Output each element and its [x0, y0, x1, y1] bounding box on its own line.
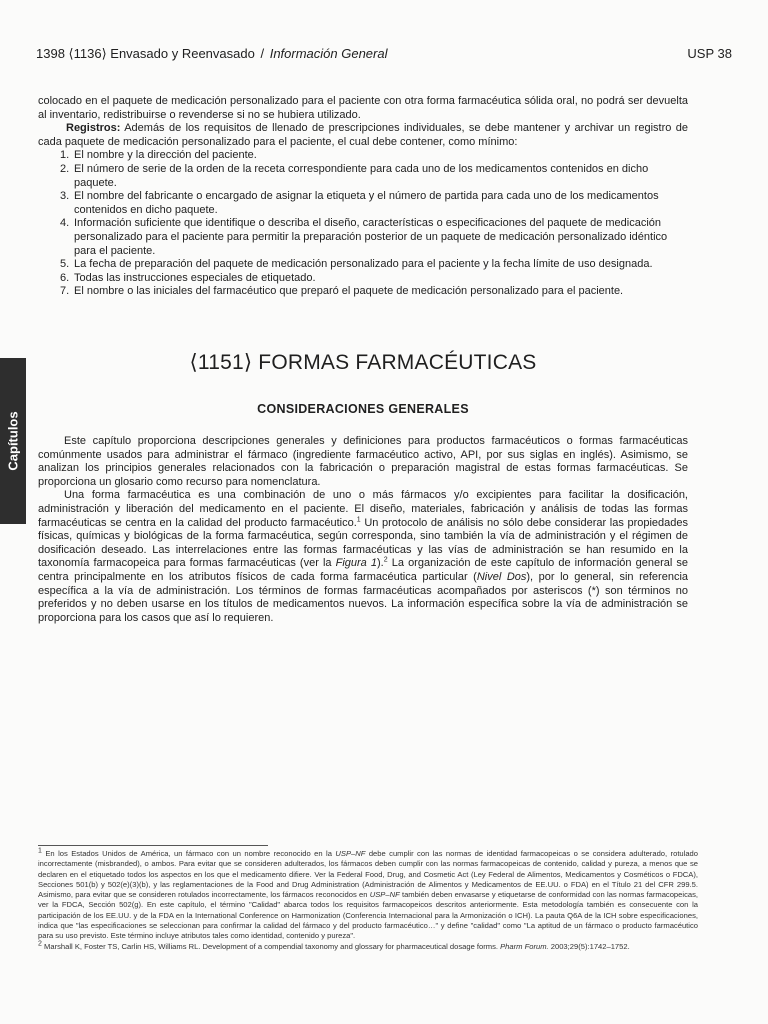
header-section: Información General [269, 46, 388, 61]
footnote-italic: USP–NF [335, 849, 366, 858]
paragraph-text: La organización de este capítulo de información general se centra principalmente en los atributos físicos de cada forma farmacéutica particular ( [38, 557, 689, 583]
list-item-text: El nombre y la dirección del paciente. [74, 149, 257, 162]
footnote-italic: USP–NF [369, 890, 400, 900]
body-paragraph-1: Este capítulo proporciona descripciones generales y definiciones para productos farmacéuticos o formas farmacéuticas comúnmente usados para administrar el fármaco (ingrediente farmacéutico activo, API, por sus siglas en inglés). Asimismo, se analizan los principios generales relacionados con la fabricación o preparación magistral de estas formas farmacéuticas. Se proporciona un glosario como recurso para nomenclatura. [38, 435, 688, 488]
list-item [38, 163, 688, 190]
edition-label: USP 38 [687, 46, 732, 61]
footnote-text: 2003;29(5):1742–1752. [548, 941, 630, 951]
paragraph-text: ). [377, 557, 384, 570]
footnote-2 [38, 942, 698, 952]
list-item-text: La fecha de preparación del paquete de medicación personalizado para el paciente y la fecha límite de uso designada. [74, 258, 653, 271]
side-tab-label: Capítulos [5, 411, 21, 471]
list-item-text: El número de serie de la orden de la receta correspondiente para cada uno de los medicamentos contenidos en dicho paquete. [74, 162, 649, 189]
footnote-text: En los Estados Unidos de América, un fármaco con un nombre reconocido en la [41, 849, 336, 858]
level-reference: Nivel Dos [476, 570, 527, 583]
list-item-text: El nombre del fabricante o encargado de asignar la etiqueta y el número de partida para cada uno de los medicamentos contenidos en dicho paquete. [74, 190, 659, 216]
chapter-title: ⟨1151⟩ FORMAS FARMACÉUTICAS [189, 351, 537, 374]
records-text: Además de los requisitos de llenado de prescripciones individuales, se debe mantener y archivar un registro de cada paquete de medicación personalizado para el paciente, el cual debe contener, como mínimo: [38, 122, 688, 148]
chapter-reference: ⟨1136⟩ [68, 46, 107, 61]
list-item [38, 285, 688, 299]
list-item-number: 6. [60, 271, 70, 284]
list-item [38, 149, 688, 163]
footnote-2-mark: 2 [38, 940, 42, 948]
list-item-number: 3. [60, 190, 70, 203]
list-item-number: 2. [60, 162, 70, 175]
records-label: Registros: [66, 122, 121, 135]
footnote-1-mark: 1 [38, 847, 42, 855]
chapters-side-tab [0, 358, 26, 524]
header-left [36, 46, 387, 62]
intro-section [38, 95, 688, 299]
list-item-number: 1. [60, 149, 70, 162]
running-header [36, 46, 732, 68]
paragraph-text: Un protocolo de análisis no sólo debe considerar las propiedades físicas, químicas y biológicas de la forma farmacéutica, según corresponda, sino también la vía de administración y el régimen de dosificación deseado. Las interrelaciones entre las formas farmacéuticas y las vías de administración se han resumido en la taxonomía farmacopeica para formas farmacéuticas (ver la [38, 516, 688, 570]
footnote-text: Marshall K, Foster TS, Carlin HS, Williams RL. Development of a compendial taxonomy and glossary for pharmaceutical dosage forms. [41, 941, 501, 951]
continuation-paragraph: colocado en el paquete de medicación personalizado para el paciente con otra forma farmacéutica sólida oral, no podrá ser devuelta al inventario, redistribuirse o revenderse si no se hubiera utilizado. [38, 95, 688, 121]
list-item [38, 258, 688, 272]
list-item [38, 217, 688, 258]
list-item-text: El nombre o las iniciales del farmacéutico que preparó el paquete de medicación personalizado para el paciente. [74, 285, 624, 298]
page-number: 1398 [36, 46, 65, 61]
list-item [38, 272, 688, 286]
list-item-number: 4. [60, 217, 70, 230]
list-item [38, 190, 688, 217]
footnote-ref-1[interactable]: 1 [356, 515, 361, 523]
journal-name: Pharm Forum. [500, 941, 549, 951]
paragraph-text: ), por lo general, sin referencia específica a la vía de administración. Los términos de formas farmacéuticas acompañados por asteriscos (*) son términos no preferidos y no deben usarse en los títulos de medicamentos nuevos. La información específica sobre la vía de administración se proporciona para los casos que así lo requieren. [38, 570, 689, 624]
list-item-text: Información suficiente que identifique o describa el diseño, características o especificaciones del paquete de medicación personalizado para el paciente para permitir la preparación posterior de un paquete de medicación personalizado idéntico para el paciente. [74, 217, 668, 257]
footnote-1 [38, 849, 698, 942]
records-list [38, 149, 688, 299]
body-paragraph-2 [38, 489, 688, 625]
chapter-body [38, 435, 688, 625]
header-separator: / [260, 46, 265, 61]
section-title: CONSIDERACIONES GENERALES [257, 402, 469, 416]
list-item-text: Todas las instrucciones especiales de etiquetado. [74, 271, 316, 284]
paragraph-text: Una forma farmacéutica es una combinación de uno o más fármacos y/o excipientes para facilitar la dosificación, administración y liberación del medicamento en el paciente. El diseño, materiales, fabricación y análisis de todas las formas farmacéuticas se centra en la calidad del producto farmacéutico. [38, 489, 688, 529]
footnotes [38, 849, 698, 952]
footnote-text: también deben envasarse y etiquetarse de conformidad con las normas farmacopeicas, ver la FDCA, Sección 502(g). En este capítulo, el término "Calidad" abarca todos los requisitos farmacopeicos descritos anteriormente. Esta metodología también es consecuente con la participación de los EE.UU. y de la FDA en la International Conference on Harmonization (Conferencia Internacional para la Armonización o ICH). La pauta Q6A de la ICH sobre especificaciones, indica que "las especificaciones se seleccionan para confirmar la calidad del fármaco y del producto farmacéutico…" y define "calidad" como "La aptitud de un fármaco o producto farmacéutico para su uso previsto. Este término incluye atributos tales como identidad, contenido y pureza". [38, 890, 698, 941]
footnote-divider [38, 845, 268, 846]
records-paragraph [38, 122, 688, 149]
footnote-text: debe cumplir con las normas de identidad farmacopeicas o se considera adulterado, rotulado incorrectamente (misbranded), o ambos. Para evitar que se consideren adulterados, los fármacos deben cumplir con las normas farmacopeicas de contenido, calidad y pureza, a menos que se declaren en el etiquetado todos los aspectos en los que el medicamento difiere. Ver la Federal Food, Drug, and Cosmetic Act (Ley Federal de Alimentos, Medicamentos y Cosméticos o FDCA), Secciones 501(b) y 502(e)(3)(b), y las reglamentaciones de la Food and Drug Administration (Administración de Alimentos y Medicamentos de EE.UU. o FDA) en el Título 21 del CFR 299.5. Asimismo, para evitar que se consideren rotulados incorrectamente, los fármacos reconocidos en [38, 849, 699, 900]
footnote-ref-2[interactable]: 2 [383, 556, 388, 564]
list-item-number: 5. [60, 258, 70, 271]
figure-reference[interactable]: Figura 1 [335, 557, 378, 570]
list-item-number: 7. [60, 285, 70, 298]
chapter-name: Envasado y Reenvasado [110, 46, 255, 61]
